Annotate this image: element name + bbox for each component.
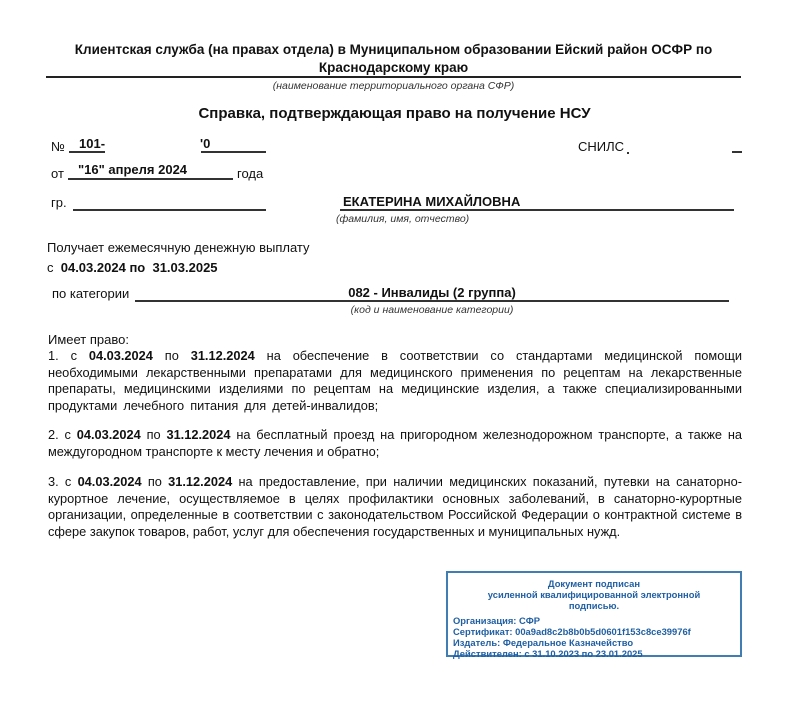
organization-caption: (наименование территориального органа СФР) bbox=[272, 80, 515, 92]
number-value-start: 101- bbox=[79, 136, 106, 151]
citizen-underline-right bbox=[340, 209, 734, 211]
right-item-from-label: с bbox=[64, 427, 71, 442]
category-underline bbox=[135, 300, 729, 302]
e-signature-stamp bbox=[446, 571, 742, 657]
right-item-from-label: с bbox=[64, 474, 72, 489]
right-item-from-date: 04.03.2024 bbox=[77, 474, 142, 489]
stamp-line-3: подписью. bbox=[568, 600, 620, 611]
stamp-issuer: Издатель: Федеральное Казначейство bbox=[453, 637, 634, 648]
number-label: № bbox=[51, 139, 65, 154]
right-item-3 bbox=[48, 474, 742, 540]
right-item-to-date: 31.12.2024 bbox=[190, 348, 255, 363]
right-item-text: на предоставление, при наличии медицинских показаний, путевки на санаторно-курортное лечение, осуществляемое в целях профилактики основных заболеваний, в санаторно-курортные организации, определенные в соответствии с законодательством Российской Федерации о контрактной системе в сфере закупок товаров, работ, услуг для обеспечения государственных и муниципальных нужд. bbox=[48, 474, 742, 539]
right-item-number: 3. bbox=[48, 474, 59, 489]
right-item-from-date: 04.03.2024 bbox=[88, 348, 153, 363]
rights-heading: Имеет право: bbox=[48, 332, 129, 347]
organization-underline bbox=[46, 76, 741, 78]
right-item-to-label: по bbox=[146, 427, 161, 442]
right-item-to-date: 31.12.2024 bbox=[168, 474, 233, 489]
right-item-from-label: с bbox=[70, 348, 77, 363]
citizen-caption: (фамилия, имя, отчество) bbox=[336, 213, 470, 225]
document-title: Справка, подтверждающая право на получение НСУ bbox=[198, 105, 591, 122]
date-suffix: года bbox=[237, 166, 264, 181]
payment-intro: Получает ежемесячную денежную выплату bbox=[47, 240, 310, 255]
number-underline-left bbox=[69, 151, 105, 153]
stamp-certificate: Сертификат: 00a9ad8c2b8b0b5d0601f153c8ce39976f bbox=[453, 626, 691, 637]
right-item-2 bbox=[48, 427, 742, 460]
stamp-line-1: Документ подписан bbox=[547, 578, 641, 589]
right-item-text: на бесплатный проезд на пригородном железнодорожном транспорте, а также на междугородном транспорте к месту лечения и обратно; bbox=[48, 427, 743, 459]
date-label: от bbox=[51, 166, 64, 181]
stamp-validity: Действителен: с 31.10.2023 по 23.01.2025 bbox=[453, 648, 643, 659]
right-item-1 bbox=[48, 348, 742, 414]
category-value: 082 - Инвалиды (2 группа) bbox=[348, 285, 516, 300]
right-item-to-label: по bbox=[147, 474, 162, 489]
snils-label: СНИЛС bbox=[578, 139, 625, 154]
snils-underline-end bbox=[732, 151, 742, 153]
right-item-from-date: 04.03.2024 bbox=[76, 427, 141, 442]
payment-from-label: с bbox=[47, 260, 54, 275]
citizen-underline-left bbox=[73, 209, 266, 211]
organization-name: Клиентская служба (на правах отдела) в Муниципальном образовании Ейский район ОСФР по Краснодарскому краю bbox=[74, 42, 713, 75]
right-item-number: 2. bbox=[48, 427, 59, 442]
number-value-end: '0 bbox=[200, 136, 211, 151]
right-item-to-label: по bbox=[164, 348, 179, 363]
payment-to-label: по bbox=[129, 260, 146, 275]
category-label: по категории bbox=[52, 286, 130, 301]
stamp-organization: Организация: СФР bbox=[453, 615, 541, 626]
date-value: "16" апреля 2024 bbox=[78, 162, 188, 177]
citizen-label: гр. bbox=[51, 195, 67, 210]
right-item-to-date: 31.12.2024 bbox=[166, 427, 231, 442]
number-underline-right bbox=[201, 151, 266, 153]
payment-from-date: 04.03.2024 bbox=[60, 260, 126, 275]
citizen-name: ЕКАТЕРИНА МИХАЙЛОВНА bbox=[343, 194, 521, 209]
snils-underline-start bbox=[627, 152, 629, 154]
date-underline bbox=[68, 178, 233, 180]
category-caption: (код и наименование категории) bbox=[350, 304, 514, 316]
payment-to-date: 31.03.2025 bbox=[152, 260, 218, 275]
right-item-number: 1. bbox=[48, 348, 59, 363]
stamp-line-2: усиленной квалифицированной электронной bbox=[487, 589, 701, 600]
right-item-text: на обеспечение в соответствии со стандартами медицинской помощи необходимыми лекарственными препаратами для медицинского применения по рецептам на лекарственные препараты, медицинскими изделиями по рецептам на медицинские изделия, а также специализированными продуктами лечебного питания для детей-инвалидов; bbox=[48, 348, 743, 413]
payment-period bbox=[47, 260, 218, 275]
